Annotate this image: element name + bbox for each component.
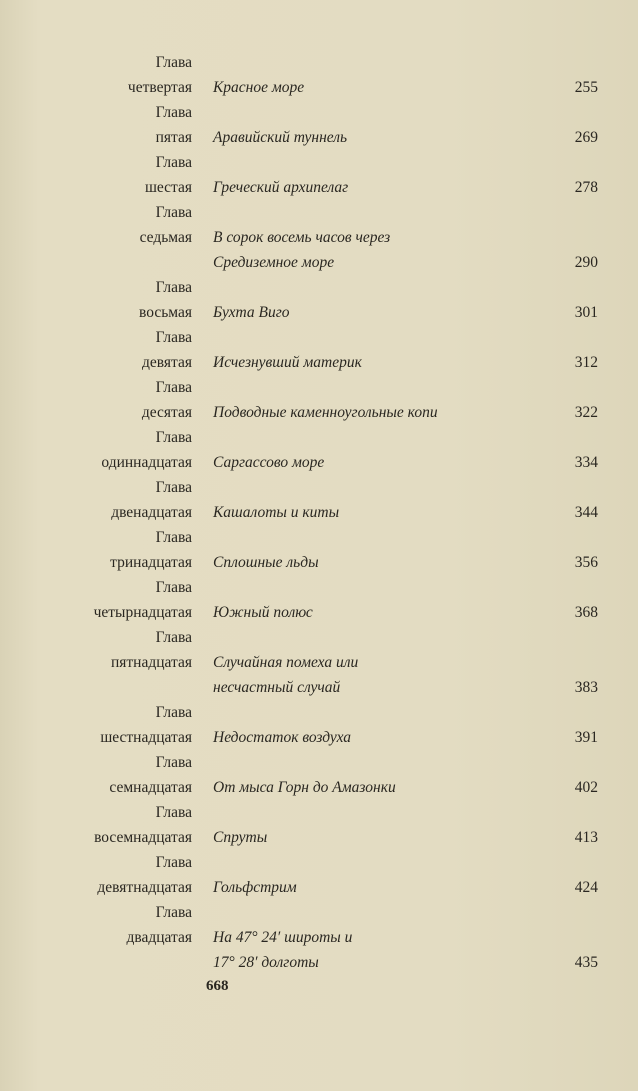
chapter-title [213, 225, 543, 275]
chapter-word: Глава [155, 479, 192, 496]
chapter-title [213, 400, 543, 425]
chapter-word: Глава [155, 204, 192, 221]
chapter-word: Глава [155, 579, 192, 596]
chapter-title-line: На 47° 24′ широты и [213, 929, 353, 946]
chapter-ordinal: десятая [141, 404, 192, 421]
chapter-title [213, 875, 543, 900]
page-ref: 290 [574, 254, 598, 271]
page-ref: 391 [574, 729, 598, 746]
chapter-word: Глава [155, 704, 192, 721]
chapter-label [2, 475, 192, 525]
chapter-label [2, 575, 192, 625]
chapter-title-line: Аравийский туннель [213, 129, 348, 146]
chapter-title-line: В сорок восемь часов через [213, 229, 391, 246]
chapter-ordinal: девятнадцатая [97, 879, 192, 896]
chapter-ordinal: двенадцатая [111, 504, 192, 521]
chapter-title [213, 75, 543, 100]
chapter-label [2, 100, 192, 150]
page-ref: 344 [574, 504, 598, 521]
chapter-title [213, 600, 543, 625]
chapter-title [213, 500, 543, 525]
chapter-title-line: Кашалоты и киты [213, 504, 340, 521]
page-ref: 334 [574, 454, 598, 471]
chapter-label [2, 700, 192, 750]
chapter-ordinal: одиннадцатая [101, 454, 192, 471]
chapter-title [213, 725, 543, 750]
chapter-title [213, 175, 543, 200]
chapter-word: Глава [155, 754, 192, 771]
chapter-ordinal: четырнадцатая [93, 604, 192, 621]
chapter-word: Глава [155, 379, 192, 396]
chapter-title-line: Случайная помеха или [213, 654, 359, 671]
chapter-ordinal: шестнадцатая [100, 729, 192, 746]
chapter-title [213, 825, 543, 850]
chapter-title-line: несчастный случай [213, 679, 341, 696]
chapter-title [213, 925, 543, 975]
chapter-title [213, 450, 543, 475]
chapter-title-line: Греческий архипелаг [213, 179, 349, 196]
chapter-ordinal: семнадцатая [109, 779, 192, 796]
chapter-label [2, 325, 192, 375]
chapter-title-line: 17° 28′ долготы [213, 954, 319, 971]
chapter-title [213, 775, 543, 800]
page-ref: 269 [574, 129, 598, 146]
chapter-title-line: Бухта Виго [213, 304, 290, 321]
chapter-word: Глава [155, 329, 192, 346]
chapter-word: Глава [155, 104, 192, 121]
page-ref: 255 [574, 79, 598, 96]
chapter-title-line: Подводные каменноугольные копи [213, 404, 438, 421]
page-ref: 301 [574, 304, 598, 321]
chapter-title-line: Спруты [213, 829, 268, 846]
chapter-label [2, 425, 192, 475]
page-ref: 278 [574, 179, 598, 196]
page-number: 668 [206, 978, 229, 994]
page-ref: 424 [574, 879, 598, 896]
chapter-label [2, 900, 192, 950]
chapter-word: Глава [155, 279, 192, 296]
chapter-ordinal: восьмая [138, 304, 192, 321]
page-ref: 356 [574, 554, 598, 571]
chapter-word: Глава [155, 429, 192, 446]
page-ref: 368 [574, 604, 598, 621]
page-ref: 402 [574, 779, 598, 796]
chapter-label [2, 750, 192, 800]
chapter-label [2, 800, 192, 850]
chapter-ordinal: шестая [144, 179, 192, 196]
chapter-word: Глава [155, 154, 192, 171]
chapter-label [2, 850, 192, 900]
chapter-label [2, 275, 192, 325]
chapter-label [2, 200, 192, 250]
chapter-title-line: Южный полюс [213, 604, 313, 621]
chapter-ordinal: четвертая [127, 79, 192, 96]
page-ref: 312 [574, 354, 598, 371]
chapter-label [2, 625, 192, 675]
chapter-word: Глава [155, 529, 192, 546]
chapter-word: Глава [155, 904, 192, 921]
chapter-word: Глава [155, 629, 192, 646]
chapter-label [2, 375, 192, 425]
chapter-ordinal: пятая [155, 129, 192, 146]
chapter-title-line: Сплошные льды [213, 554, 319, 571]
chapter-label [2, 525, 192, 575]
chapter-ordinal: двадцатая [126, 929, 192, 946]
page-ref: 383 [574, 679, 598, 696]
page-ref: 435 [574, 954, 598, 971]
chapter-word: Глава [155, 854, 192, 871]
chapter-title [213, 125, 543, 150]
chapter-title [213, 350, 543, 375]
chapter-title-line: Недостаток воздуха [213, 729, 352, 746]
chapter-title [213, 300, 543, 325]
chapter-ordinal: тринадцатая [110, 554, 192, 571]
chapter-title-line: Гольфстрим [213, 879, 297, 896]
chapter-ordinal: пятнадцатая [110, 654, 192, 671]
chapter-ordinal: девятая [142, 354, 192, 371]
chapter-word: Глава [155, 54, 192, 71]
chapter-title-line: Средиземное море [213, 254, 335, 271]
chapter-ordinal: восемнадцатая [94, 829, 192, 846]
chapter-label [2, 150, 192, 200]
chapter-word: Глава [155, 804, 192, 821]
chapter-title-line: От мыса Горн до Амазонки [213, 779, 396, 796]
page-ref: 322 [574, 404, 598, 421]
chapter-ordinal: седьмая [139, 229, 192, 246]
chapter-title-line: Исчезнувший материк [213, 354, 362, 371]
chapter-title [213, 650, 543, 700]
page-ref: 413 [574, 829, 598, 846]
chapter-title-line: Саргассово море [213, 454, 325, 471]
chapter-title [213, 550, 543, 575]
chapter-label [2, 50, 192, 100]
chapter-title-line: Красное море [213, 79, 305, 96]
